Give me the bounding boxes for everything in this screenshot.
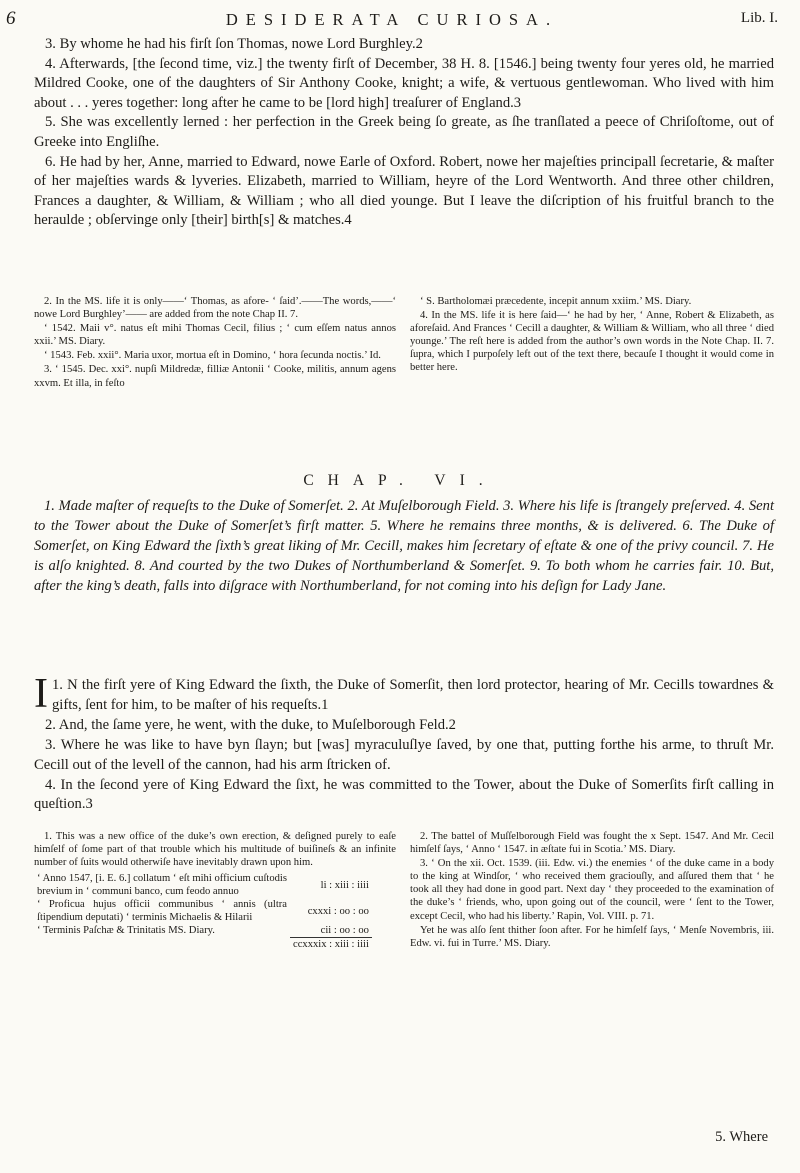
paragraph-5: 5. She was excellently lerned : her perfection in the Greek being ſo greate, as ſhe tranſlated a peece of Chriſoſtome, out of Greeke into Engliſhe. — [34, 114, 774, 150]
account-entry: ‘ Anno 1547, [i. E. 6.] collatum ‘ eſt mihi officium cuſtodis brevium in ‘ communi banco, cum feodo annuo — [37, 873, 287, 898]
account-row — [34, 898, 372, 924]
page-number: 6 — [6, 8, 16, 29]
paragraph-3: 3. By whome he had his firſt ſon Thomas, nowe Lord Burghley.2 — [45, 36, 423, 52]
paragraph-1-text: N the firſt yere of King Edward the ſixth, the Duke of Somerſit, then lord protector, hearing of Mr. Cecills towardnes & gifts, ſent for him, to be maſter of his requeſts.1 — [52, 677, 774, 713]
catchword: 5. Where — [715, 1129, 768, 1145]
footnote-2: 2. In the MS. life it is only——‘ Thomas, as afore- ‘ ſaid’.——The words,——‘ nowe Lord Burghley’—— are added from the note Chap II. 7. — [34, 296, 396, 321]
account-row — [34, 872, 372, 898]
main-text-top — [34, 35, 774, 231]
footnote-2-battle: 2. The battel of Muſſelborough Field was fought the x Sept. 1547. And Mr. Cecil himſelf ſays, ‘ Anno ‘ 1547. in æſtate fui in Scotia.’ MS. Diary. — [410, 831, 774, 856]
footnote-2-diary-1542: ‘ 1542. Maii v°. natus eſt mihi Thomas Cecil, filius ; ‘ cum eſſem natus annos xxii.’ MS. Diary. — [34, 323, 396, 348]
footnote-2-diary-1543: ‘ 1543. Feb. xxii°. Maria uxor, mortua eſt in Domino, ‘ hora ſecunda noctis.’ Id. — [44, 350, 381, 362]
account-row — [34, 924, 372, 938]
chapter-summary — [34, 497, 774, 597]
chapter-paragraph-4: 4. In the ſecond yere of King Edward the ſixt, he was committed to the Tower, about the Duke of Somerſits firſt calling in queſtion.3 — [34, 776, 774, 813]
drop-cap-initial: I — [34, 671, 48, 717]
account-total: ccxxxix : xiii : iiii — [290, 938, 372, 952]
account-entry: ‘ Proficua hujus officii communibus ‘ annis (ultra ſtipendium deputati) ‘ terminis Michaelis & Hilarii — [37, 899, 287, 924]
account-entry: ‘ Terminis Paſchæ & Trinitatis MS. Diary. — [37, 925, 215, 937]
paragraph-6: 6. He had by her, Anne, married to Edward, nowe Earle of Oxford. Robert, nowe her majeſties principall ſecretarie, & maſter of her majeſties wards & lyveries. Elizabeth, married to William, heyre of the Lord Wentworth. And three other children, Frances a daughter, & William, & William ; who all died younge. But I leave the diſcription of his fruitful branch to the heraulde ; obſervinge only [their] birth[s] & matches.4 — [34, 153, 774, 229]
footnote-3-rapin: 3. ‘ On the xii. Oct. 1539. (iii. Edw. vi.) the enemies ‘ of the duke came in a body to the king at Windſor, ‘ who received them graciouſly, and aſſured them that ‘ he took all they had done in good part. Next day ‘ they proceeded to the examination of the duke’s ‘ friends, who, upon going out of the council, were ‘ ſent to the Tower, except Cecil, who had his liberty.’ Rapin, Vol. VIII. p. 71. — [410, 858, 774, 922]
footnotes-bottom-left — [34, 830, 396, 951]
paragraph-4: 4. Afterwards, [the ſecond time, viz.] the twenty firſt of December, 38 H. 8. [1546.] being twenty four yeres old, he married Mildred Cooke, one of the daughters of Sir Anthony Cooke, knight; a wife, & vertuous gentlewoman. Who lived with him about . . . yeres together: long after he came to be [lord high] treaſurer of England.3 — [34, 55, 774, 111]
footnotes-top-left — [34, 295, 396, 391]
footnotes-bottom-right — [410, 830, 774, 951]
chapter-paragraph-1 — [34, 671, 774, 717]
account-amount: li : xiii : iiii — [320, 879, 369, 891]
chapter-paragraph-2: 2. And, the ſame yere, he went, with the duke, to Muſelborough Feld.2 — [45, 716, 456, 733]
summary-text: 1. Made maſter of requeſts to the Duke of Somerſet. 2. At Muſelborough Field. 3. Where his life is ſtrangely preſerved. 4. Sent to the Tower about the Duke of Somerſet’s firſt matter. 5. Where he remains three months, & is delivered. 6. The Duke of Somerſet, on King Edward the ſixth’s great liking of Mr. Cecill, makes him ſecretary of eſtate & one of the privy council. 7. He is alſo knighted. 8. And courted by the two Dukes of Northumberland & Somerſet. 9. To both whom he carries fair. 10. But, after the king’s death, falls into diſgrace with Northumberland, for not coming into his deſign for Lady Jane. — [34, 498, 774, 594]
paragraph-number: 1. — [52, 677, 63, 693]
running-title: DESIDERATA CURIOSA. — [225, 10, 559, 29]
account-total-row — [34, 938, 372, 952]
chapter-paragraph-3: 3. Where he was like to have byn ſlayn; but [was] myraculuſlye ſaved, by one that, putting forthe his arme, to thruſt Mr. Cecill out of the levell of the cannon, had his arm ſtricken of. — [34, 736, 774, 773]
chapter-heading: CHAP. VI. — [303, 472, 497, 489]
footnote-3-tower: Yet he was alſo ſent thither ſoon after. For he himſelf ſays, ‘ Menſe Novembris, iii. Edw. vi. fui in Turre.’ MS. Diary. — [410, 924, 774, 949]
footnote-1: 1. This was a new office of the duke’s own erection, & deſigned purely to eaſe himſelf of ſome part of that trouble which his multitude of buiſineſs & an infinite number of ſuits would otherwiſe have inevitably drawn upon him. — [34, 831, 396, 869]
book-reference: Lib. I. — [740, 10, 778, 26]
footnote-4: 4. In the MS. life it is here ſaid—‘ he had by her, ‘ Anne, Robert & Elizabeth, as aforeſaid. And Frances ‘ Cecill a daughter, & William & William, who all three ‘ died younge.’ The reſt here is added from the author’s own words in the Note Chap. II. 7. ſupra, which I purpoſely left out of the text there, becauſe I thought it would come in better here. — [410, 310, 774, 374]
page-header — [6, 8, 778, 32]
footnote-3-continued: ‘ S. Bartholomæi præcedente, incepit annum xxiim.’ MS. Diary. — [420, 296, 692, 307]
footnotes-top-right — [410, 295, 774, 376]
account-amount: cii : oo : oo — [320, 925, 369, 937]
footnote-3: 3. ‘ 1545. Dec. xxi°. nupſi Mildredæ, filliæ Antonii ‘ Cooke, militis, annum agens xxvm. Et illa, in feſto — [34, 364, 396, 389]
account-table — [34, 872, 372, 951]
account-amount: cxxxi : oo : oo — [307, 905, 369, 917]
chapter-body — [34, 671, 774, 815]
